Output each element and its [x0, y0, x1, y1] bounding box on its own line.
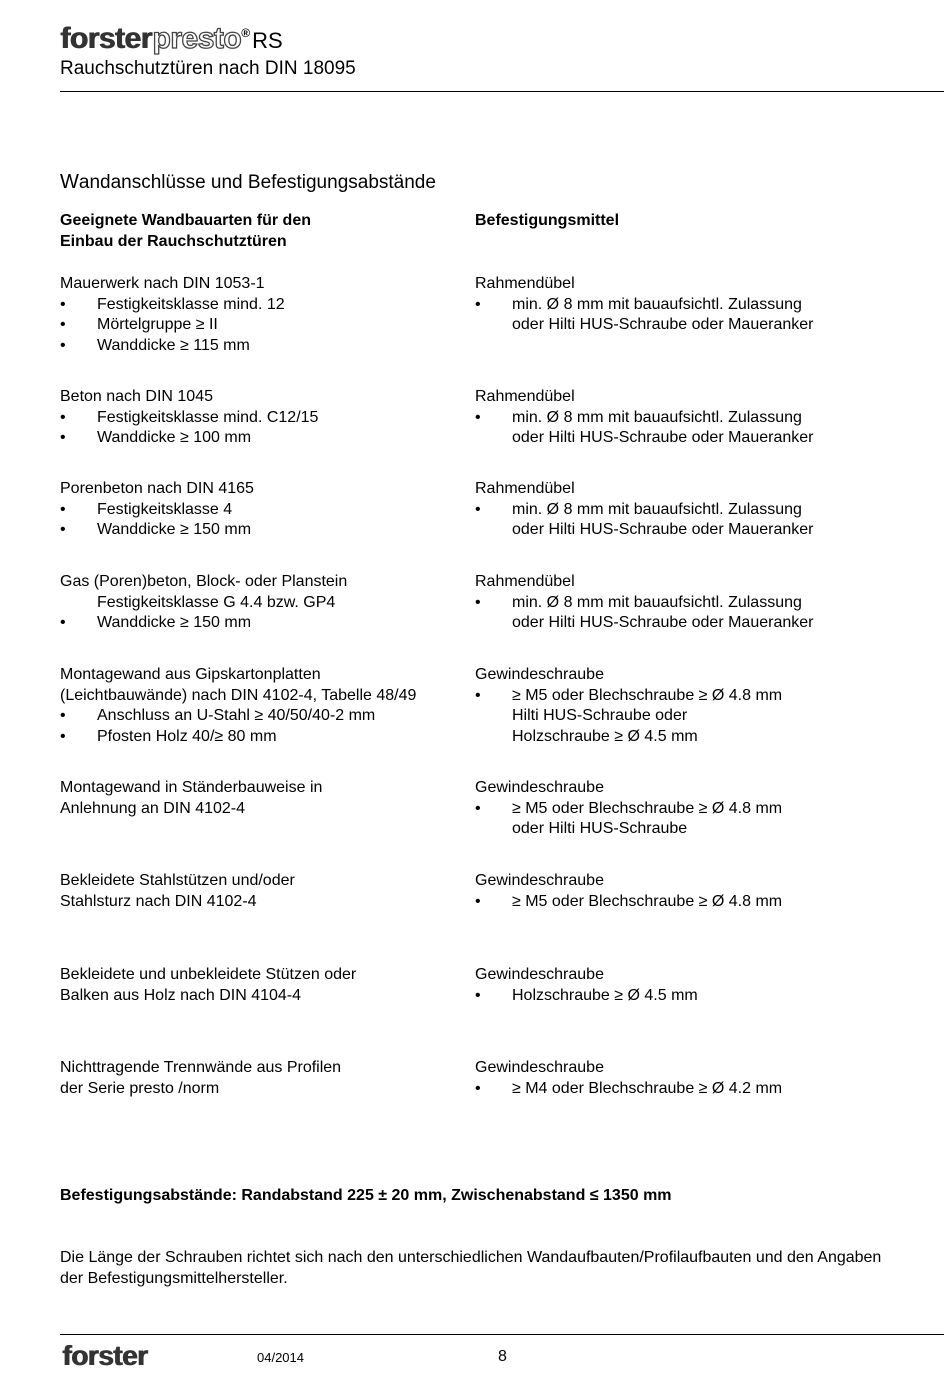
- bullet-icon: •: [475, 686, 481, 704]
- wall-type-line: (Leichtbauwände) nach DIN 4102-4, Tabelle 48/49: [60, 686, 417, 704]
- bullet-icon: •: [60, 521, 66, 539]
- wall-type-cell: [60, 665, 460, 748]
- fastener-heading: Rahmendübel: [475, 573, 575, 590]
- wall-type-line: Porenbeton nach DIN 4165: [60, 480, 254, 497]
- fastener-spec: [475, 408, 945, 429]
- wall-type-cell: [60, 871, 460, 912]
- fastener-heading: Gewindeschraube: [475, 779, 604, 796]
- wall-type-requirement: [60, 706, 460, 727]
- fastener-spec: [475, 593, 945, 614]
- fastener-spec-text: min. Ø 8 mm mit bauaufsichtl. Zulassung: [512, 593, 802, 611]
- wall-type-cell: [60, 479, 460, 541]
- fastener-cell: [475, 572, 945, 634]
- fastener-heading: Rahmendübel: [475, 480, 575, 497]
- bullet-icon: •: [60, 707, 66, 725]
- section-title-initial: W: [60, 171, 79, 193]
- wall-type-requirement: [60, 428, 460, 449]
- wall-type-cell: [60, 778, 460, 819]
- left-header-line: Geeignete Wandbauarten für den: [60, 212, 311, 229]
- fastener-spec: [475, 986, 945, 1007]
- wall-type-requirement-text: Festigkeitsklasse mind. 12: [97, 295, 285, 313]
- fastener-spec-text: ≥ M5 oder Blechschraube ≥ Ø 4.8 mm: [512, 892, 783, 910]
- fastener-spec-text: min. Ø 8 mm mit bauaufsichtl. Zulassung: [512, 295, 802, 313]
- fastener-spec: [475, 500, 945, 521]
- wall-type-requirement-text: Wanddicke ≥ 115 mm: [97, 337, 250, 355]
- fastener-cell: [475, 965, 945, 1006]
- fastener-spec-text: min. Ø 8 mm mit bauaufsichtl. Zulassung: [512, 408, 802, 426]
- fastener-alternative: oder Hilti HUS-Schraube oder Maueranker: [512, 316, 814, 334]
- wall-type-line: Bekleidete Stahlstützen und/oder: [60, 872, 295, 889]
- wall-type-line: der Serie presto /norm: [60, 1079, 220, 1097]
- product-suffix: RS: [252, 28, 283, 53]
- wall-type-requirement: [60, 520, 460, 541]
- wall-type-cell: [60, 1058, 460, 1099]
- bullet-icon: •: [60, 500, 66, 518]
- wall-type-line: Montagewand aus Gipskartonplatten: [60, 666, 321, 683]
- bullet-icon: •: [60, 614, 66, 632]
- wall-type-requirement: [60, 408, 460, 429]
- fastener-alternative: oder Hilti HUS-Schraube oder Maueranker: [512, 429, 814, 447]
- fastening-distances: Befestigungsabstände: Randabstand 225 ± 20 mm, Zwischenabstand ≤ 1350 mm: [60, 1187, 672, 1204]
- fastener-spec: [475, 295, 945, 316]
- fastener-cell: [475, 274, 945, 336]
- wall-type-line: Bekleidete und unbekleidete Stützen oder: [60, 966, 357, 983]
- wall-type-requirement: [60, 613, 460, 634]
- bullet-icon: •: [475, 892, 481, 910]
- wall-type-cell: [60, 572, 460, 634]
- wall-type-requirement-text: Festigkeitsklasse mind. C12/15: [97, 408, 319, 426]
- registered-mark: ®: [241, 26, 251, 40]
- wall-type-requirement-text: Pfosten Holz 40/≥ 80 mm: [97, 728, 277, 746]
- wall-type-requirement: [60, 500, 460, 521]
- section-title: [60, 171, 436, 194]
- wall-type-line: Stahlsturz nach DIN 4102-4: [60, 892, 257, 910]
- wall-type-line: Balken aus Holz nach DIN 4104-4: [60, 986, 302, 1004]
- bullet-icon: •: [475, 593, 481, 611]
- bullet-icon: •: [60, 337, 66, 355]
- document-subtitle: Rauchschutztüren nach DIN 18095: [60, 58, 356, 79]
- fastener-spec-text: ≥ M5 oder Blechschraube ≥ Ø 4.8 mm: [512, 799, 783, 817]
- wall-type-requirement: [60, 315, 460, 336]
- fastener-heading: Gewindeschraube: [475, 1059, 604, 1076]
- wall-type-requirement: [60, 727, 460, 748]
- wall-type-cell: [60, 274, 460, 357]
- wall-type-line: Nichttragende Trennwände aus Profilen: [60, 1059, 342, 1076]
- footer-divider: [60, 1334, 944, 1335]
- section-title-rest: andanschlüsse und Befestigungsabstände: [78, 172, 436, 193]
- bullet-icon: •: [475, 986, 481, 1004]
- fastener-cell: [475, 387, 945, 449]
- fastener-cell: [475, 665, 945, 748]
- fastener-spec-text: Holzschraube ≥ Ø 4.5 mm: [512, 986, 698, 1004]
- footer-date: 04/2014: [257, 1350, 304, 1365]
- wall-type-requirement-text: Festigkeitsklasse 4: [97, 500, 233, 518]
- wall-type-requirement-text: Wanddicke ≥ 100 mm: [97, 429, 252, 447]
- bullet-icon: •: [475, 799, 481, 817]
- brand-logo: [60, 24, 283, 54]
- fastener-cell: [475, 479, 945, 541]
- page-number: 8: [498, 1348, 507, 1365]
- fastener-spec: [475, 1079, 945, 1100]
- bullet-icon: •: [60, 429, 66, 447]
- fastener-heading: Gewindeschraube: [475, 666, 604, 683]
- fastener-alternative: oder Hilti HUS-Schraube oder Maueranker: [512, 614, 814, 632]
- bullet-icon: •: [60, 728, 66, 746]
- wall-type-cell: [60, 965, 460, 1006]
- bullet-icon: •: [60, 295, 66, 313]
- wall-type-line: Anlehnung an DIN 4102-4: [60, 799, 246, 817]
- fastener-heading: Rahmendübel: [475, 388, 575, 405]
- right-column-header: Befestigungsmittel: [475, 212, 620, 229]
- fastener-alternative: Hilti HUS-Schraube oder: [512, 707, 688, 725]
- fastener-spec: [475, 799, 945, 820]
- left-header-line: Einbau der Rauchschutztüren: [60, 233, 287, 250]
- header-divider: [60, 91, 944, 92]
- fastener-spec: [475, 892, 945, 913]
- fastener-alternative: oder Hilti HUS-Schraube: [512, 820, 688, 838]
- bullet-icon: •: [60, 408, 66, 426]
- fastener-spec-text: min. Ø 8 mm mit bauaufsichtl. Zulassung: [512, 500, 802, 518]
- bullet-icon: •: [475, 295, 481, 313]
- fastener-spec-text: ≥ M5 oder Blechschraube ≥ Ø 4.8 mm: [512, 686, 783, 704]
- fastener-heading: Gewindeschraube: [475, 872, 604, 889]
- fastener-cell: [475, 871, 945, 912]
- fastener-cell: [475, 778, 945, 840]
- fastener-heading: Rahmendübel: [475, 275, 575, 292]
- fastener-cell: [475, 1058, 945, 1099]
- bullet-icon: •: [60, 316, 66, 334]
- bullet-icon: •: [475, 500, 481, 518]
- wall-type-requirement-text: Mörtelgruppe ≥ II: [97, 316, 218, 334]
- wall-type-requirement-text: Wanddicke ≥ 150 mm: [97, 614, 252, 632]
- logo-presto-wordmark: presto: [152, 22, 242, 55]
- bullet-icon: •: [475, 1079, 481, 1097]
- fastener-heading: Gewindeschraube: [475, 966, 604, 983]
- bullet-icon: •: [475, 408, 481, 426]
- wall-type-requirement: [60, 295, 460, 316]
- screw-length-note: Die Länge der Schrauben richtet sich nach den unterschiedlichen Wandaufbauten/Profilaufbauten und den Angaben der Befestigungsmittelhersteller.: [60, 1249, 882, 1287]
- fastener-spec-text: ≥ M4 oder Blechschraube ≥ Ø 4.2 mm: [512, 1079, 783, 1097]
- fastener-alternative: Holzschraube ≥ Ø 4.5 mm: [512, 728, 698, 746]
- wall-type-line: Montagewand in Ständerbauweise in: [60, 779, 323, 796]
- wall-type-line: Mauerwerk nach DIN 1053-1: [60, 275, 265, 292]
- fastener-alternative: oder Hilti HUS-Schraube oder Maueranker: [512, 521, 814, 539]
- footer-logo: forster: [62, 1340, 148, 1371]
- wall-type-line: Gas (Poren)beton, Block- oder Planstein: [60, 573, 348, 590]
- wall-type-requirement: [60, 336, 460, 357]
- wall-type-indented-line: Festigkeitsklasse G 4.4 bzw. GP4: [97, 593, 336, 611]
- fastener-spec: [475, 686, 945, 707]
- logo-forster-wordmark: forster: [60, 22, 152, 55]
- wall-type-requirement-text: Wanddicke ≥ 150 mm: [97, 521, 252, 539]
- wall-type-requirement-text: Anschluss an U-Stahl ≥ 40/50/40-2 mm: [97, 707, 376, 725]
- wall-type-line: Beton nach DIN 1045: [60, 388, 213, 405]
- wall-type-cell: [60, 387, 460, 449]
- left-column-header: [60, 210, 460, 252]
